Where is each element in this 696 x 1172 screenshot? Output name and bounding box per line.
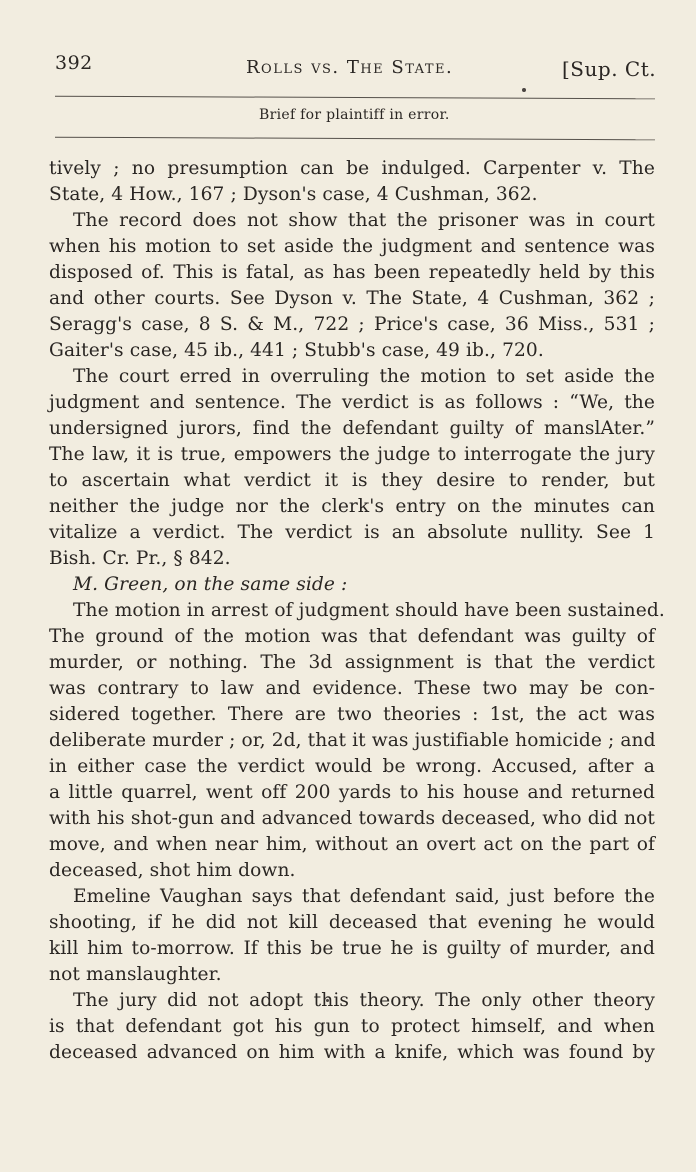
text-line: murder, or nothing. The 3d assignment is that the verdict <box>49 652 655 673</box>
text-line: deceased advanced on him with a knife, which was found by <box>49 1042 655 1063</box>
text-line: sidered together. There are two theories : 1st, the act was <box>49 704 655 725</box>
text-line: Seragg's case, 8 S. & M., 722 ; Price's case, 36 Miss., 531 ; <box>49 314 655 335</box>
text-line: with his shot-gun and advanced towards deceased, who did not <box>49 808 655 829</box>
running-title: Rolls vs. The State. <box>246 57 454 78</box>
text-line: The record does not show that the prisoner was in court <box>73 210 655 231</box>
text-line: The motion in arrest of judgment should have been sustained. <box>73 600 665 621</box>
page-number: 392 <box>55 52 93 74</box>
text-line: kill him to-morrow. If this be true he is guilty of murder, and <box>49 938 655 959</box>
text-line: Gaiter's case, 45 ib., 441 ; Stubb's case, 49 ib., 720. <box>49 340 544 361</box>
text-line: vitalize a verdict. The verdict is an absolute nullity. See 1 <box>49 522 655 543</box>
text-line: judgment and sentence. The verdict is as follows : “We, the <box>49 392 655 413</box>
text-line: is that defendant got his gun to protect himself, and when <box>49 1016 655 1037</box>
text-line: The law, it is true, empowers the judge to interrogate the jury <box>49 444 655 465</box>
text-line: was contrary to law and evidence. These two may be con- <box>49 678 655 699</box>
text-line: The court erred in overruling the motion to set aside the <box>73 366 655 387</box>
text-line: State, 4 How., 167 ; Dyson's case, 4 Cushman, 362. <box>49 184 538 205</box>
text-line: and other courts. See Dyson v. The State, 4 Cushman, 362 ; <box>49 288 655 309</box>
text-line: Bish. Cr. Pr., § 842. <box>49 548 231 569</box>
text-line: in either case the verdict would be wrong. Accused, after a <box>49 756 655 777</box>
text-line: M. Green, on the same side : <box>73 574 348 595</box>
text-line: undersigned jurors, find the defendant guilty of manslAter.” <box>49 418 655 439</box>
header-rule-bottom <box>55 137 655 141</box>
text-line: tively ; no presumption can be indulged. Carpenter v. The <box>49 158 655 179</box>
text-line: deceased, shot him down. <box>49 860 296 881</box>
header-rule-top <box>55 96 655 100</box>
text-line: The ground of the motion was that defendant was guilty of <box>49 626 655 647</box>
text-line: to ascertain what verdict it is they desire to render, but <box>49 470 655 491</box>
text-line: disposed of. This is fatal, as has been repeatedly held by this <box>49 262 655 283</box>
brief-label: Brief for plaintiff in error. <box>259 107 450 123</box>
text-line: a little quarrel, went off 200 yards to his house and returned <box>49 782 655 803</box>
text-line: not manslaughter. <box>49 964 222 985</box>
ink-speck <box>522 88 526 92</box>
text-line: deliberate murder ; or, 2d, that it was justifiable homicide ; and <box>49 730 656 751</box>
text-line: The jury did not adopt this theory. The only other theory <box>73 990 655 1011</box>
text-line: when his motion to set aside the judgment and sentence was <box>49 236 655 257</box>
court-reference: [Sup. Ct. <box>562 57 657 81</box>
text-line: neither the judge nor the clerk's entry on the minutes can <box>49 496 655 517</box>
text-line: shooting, if he did not kill deceased that evening he would <box>49 912 655 933</box>
text-line: move, and when near him, without an overt act on the part of <box>49 834 655 855</box>
body-text <box>49 156 665 1066</box>
text-line: Emeline Vaughan says that defendant said, just before the <box>73 886 655 907</box>
